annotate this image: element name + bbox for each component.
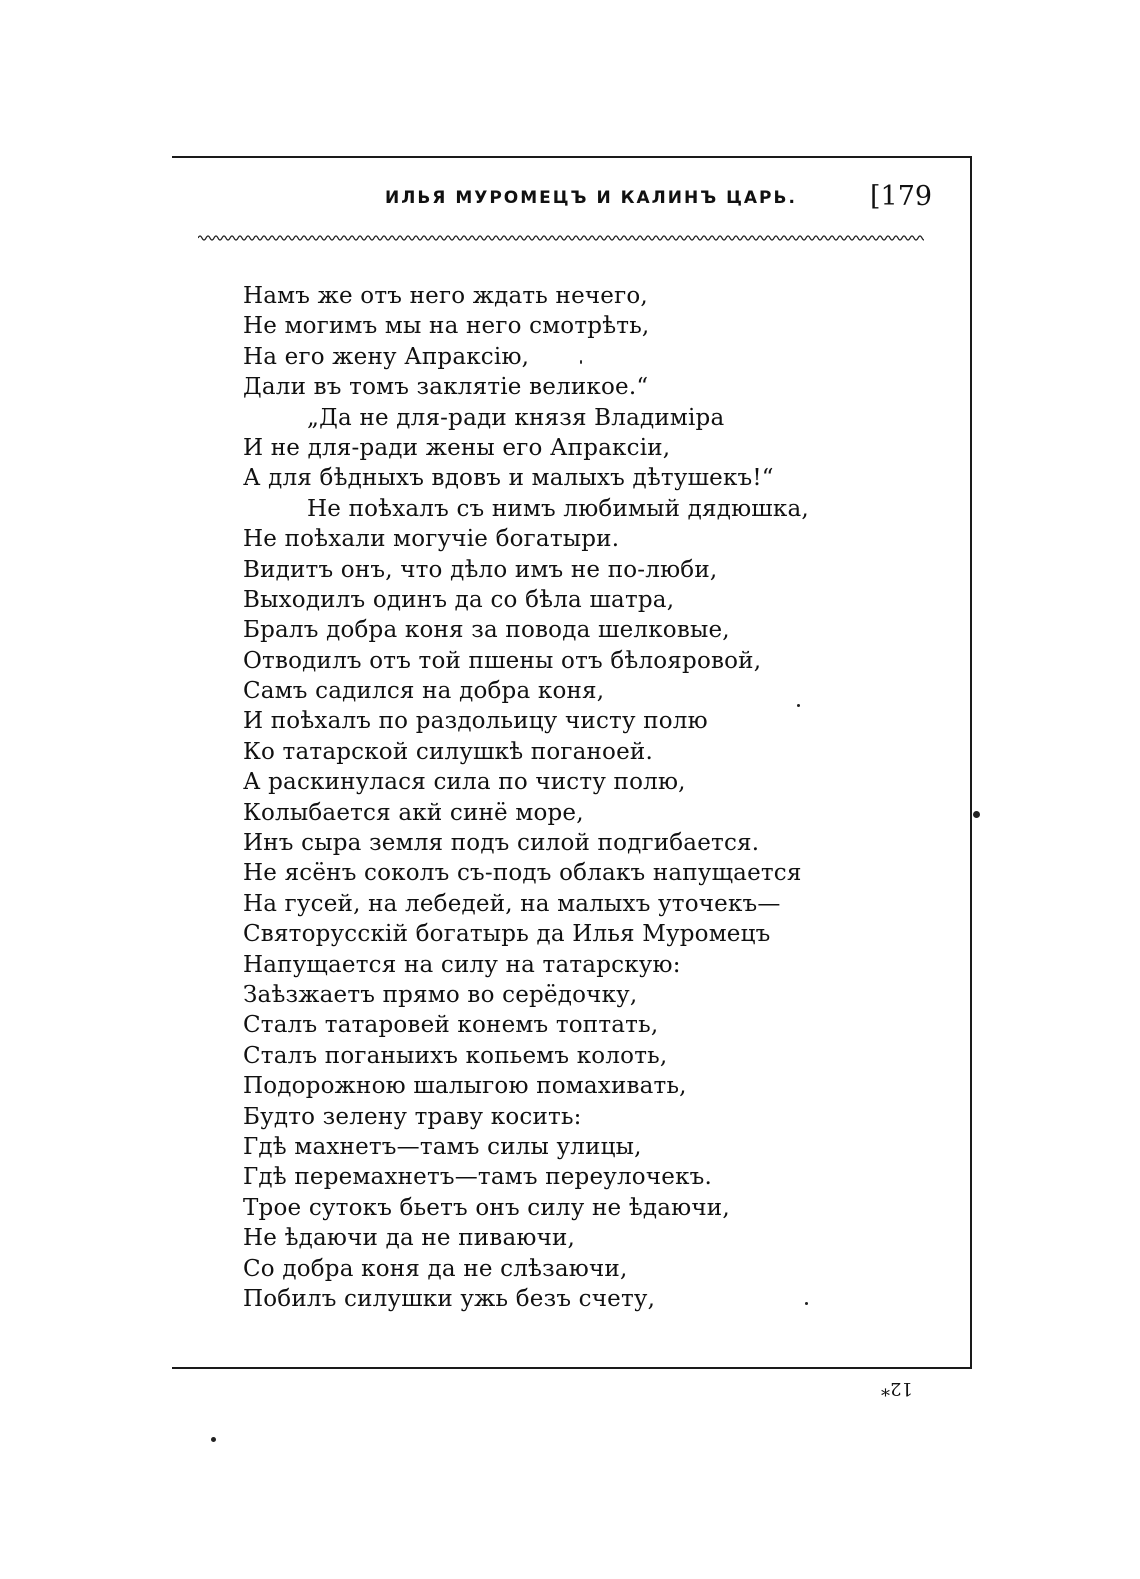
- wavy-rule: [198, 233, 924, 243]
- verse-line: Заѣзжаетъ прямо во серёдочку,: [243, 981, 638, 1008]
- verse-line: На гусей, на лебедей, на малыхъ уточекъ—: [243, 890, 781, 917]
- verse-block: [243, 281, 809, 1314]
- verse-line: Ко татарской силушкѣ поганоей.: [243, 738, 653, 765]
- top-rule: [172, 156, 972, 158]
- verse-line: Не ясёнъ соколъ съ-подъ облакъ напущается: [243, 860, 802, 887]
- verse-line: Дали въ томъ заклятіе великое.“: [243, 374, 649, 401]
- verse-line: Видитъ онъ, что дѣло имъ не по-люби,: [243, 556, 718, 583]
- verse-line: И поѣхалъ по раздольицу чисту полю: [243, 708, 708, 735]
- verse-line: Со добра коня да не слѣзаючи,: [243, 1255, 628, 1282]
- page-number: [179: [870, 181, 933, 212]
- verse-line: Подорожною шалыгою помахивать,: [243, 1073, 687, 1100]
- ink-speck: [580, 360, 582, 364]
- verse-line: Не могимъ мы на него смотрѣть,: [243, 313, 650, 340]
- verse-line: Не поѣхали могучіе богатыри.: [243, 526, 620, 553]
- verse-line: Колыбается акй синё море,: [243, 799, 584, 826]
- verse-line: А для бѣдныхъ вдовъ и малыхъ дѣтушекъ!“: [243, 465, 774, 492]
- ink-speck: [211, 1437, 216, 1442]
- verse-line: Гдѣ перемахнетъ—тамъ переулочекъ.: [243, 1164, 712, 1191]
- verse-line: Отводилъ отъ той пшены отъ бѣлояровой,: [243, 647, 762, 674]
- verse-line: Не поѣхалъ съ нимъ любимый дядюшка,: [307, 495, 809, 522]
- verse-line: Будто зелену траву косить:: [243, 1103, 582, 1130]
- verse-line: Не ѣдаючи да не пиваючи,: [243, 1225, 576, 1252]
- verse-line: На его жену Апраксію,: [243, 343, 530, 370]
- verse-line: Выходилъ одинъ да со бѣла шатра,: [243, 586, 675, 613]
- verse-line: Гдѣ махнетъ—тамъ силы улицы,: [243, 1133, 642, 1160]
- verse-line: Побилъ силушки ужь безъ счету,: [243, 1285, 656, 1312]
- verse-line: Самъ садился на добра коня,: [243, 678, 605, 705]
- right-rule: [970, 156, 972, 1368]
- ink-speck: [797, 704, 800, 707]
- verse-line: Сталъ поганыихъ копьемъ колоть,: [243, 1042, 668, 1069]
- ink-speck: [973, 811, 980, 818]
- verse-line: Сталъ татаровей конемъ топтать,: [243, 1012, 659, 1039]
- bottom-rule: [172, 1367, 972, 1369]
- ink-speck: [805, 1302, 808, 1305]
- running-title: ИЛЬЯ МУРОМЕЦЪ И КАЛИНЪ ЦАРЬ.: [385, 188, 797, 208]
- verse-line: А раскинулася сила по чисту полю,: [243, 769, 686, 796]
- verse-line: Святорусскій богатырь да Илья Муромецъ: [243, 921, 771, 948]
- verse-line: Намъ же отъ него ждать нечего,: [243, 283, 648, 309]
- verse-line: „Да не для-ради князя Владиміра: [307, 404, 725, 431]
- verse-line: Трое сутокъ бьетъ онъ силу не ѣдаючи,: [243, 1194, 730, 1221]
- verse-line: Бралъ добра коня за повода шелковые,: [243, 617, 730, 644]
- verse-line: И не для-ради жены его Апраксіи,: [243, 434, 671, 461]
- verse-line: Напущается на силу на татарскую:: [243, 951, 681, 978]
- signature-mark: 12*: [881, 1378, 913, 1399]
- verse-line: Инъ сыра земля подъ силой подгибается.: [243, 830, 760, 857]
